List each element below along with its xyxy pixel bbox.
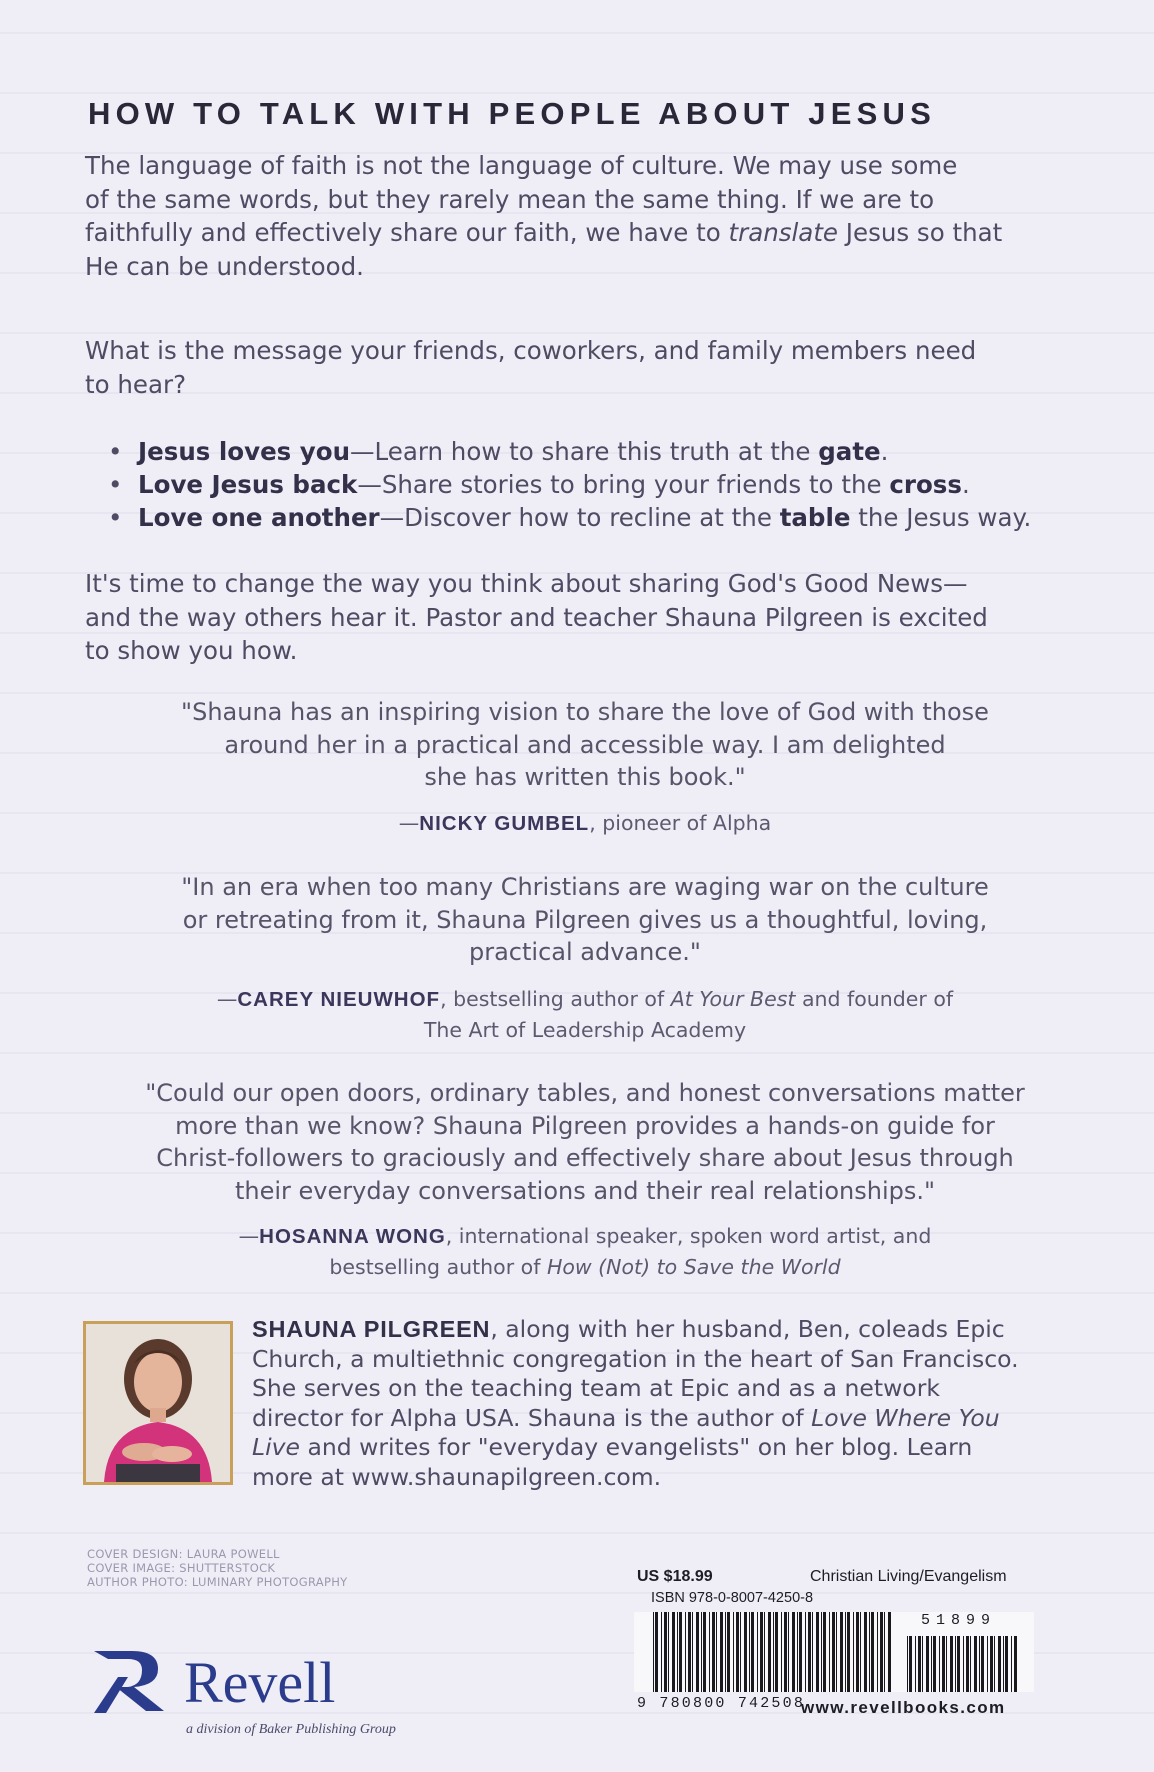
author-portrait-image: [86, 1324, 230, 1482]
barcode-bar: [661, 1612, 662, 1692]
barcode-bar: [712, 1612, 715, 1692]
barcode-bar: [672, 1612, 675, 1692]
endorsement-attribution: —CAREY NIEUWHOF, bestselling author of At Your Best and founder of The Art of Leadership Academy: [216, 987, 954, 1042]
barcode-bar: [860, 1612, 861, 1692]
bullet-item: • Love Jesus back—Share stories to bring your friends to the cross.: [108, 470, 970, 499]
barcode-bar: [990, 1636, 993, 1692]
barcode-bar: [915, 1636, 916, 1692]
barcode-bar: [963, 1636, 964, 1692]
barcode-bar: [946, 1636, 947, 1692]
barcode-bar: [836, 1612, 837, 1692]
endorsement-attribution: —HOSANNA WONG, international speaker, spoken word artist, and bestselling author of How (Not) to Save the World: [238, 1224, 932, 1279]
barcode-bar: [864, 1612, 867, 1692]
barcode-bar: [701, 1612, 702, 1692]
barcode-bar: [703, 1612, 706, 1692]
barcode-bar: [942, 1636, 945, 1692]
barcode-bar: [840, 1612, 843, 1692]
isbn-label: ISBN 978-0-8007-4250-8: [651, 1590, 814, 1606]
barcode-bar: [907, 1636, 908, 1692]
barcode-bar: [716, 1612, 717, 1692]
cover-credits: COVER DESIGN: LAURA POWELL COVER IMAGE: SHUTTERSTOCK AUTHOR PHOTO: LUMINARY PHOTOGRAPHY: [87, 1547, 348, 1589]
barcode-bar: [922, 1636, 923, 1692]
barcode-bar: [784, 1612, 787, 1692]
endorsement-attribution: —NICKY GUMBEL, pioneer of Alpha: [398, 811, 772, 835]
publisher-name: Revell: [184, 1650, 336, 1715]
barcode-bar: [981, 1636, 984, 1692]
barcode-bar: [655, 1612, 658, 1692]
intro-paragraph: The language of faith is not the language of culture. We may use some of the same words, but they rarely mean the same thing. If we are to faithfully and effectively share our faith, we have to translate Jesus so that He can be understood.: [85, 151, 1003, 281]
message-bullet-list: [108, 435, 1031, 534]
barcode-bar: [926, 1636, 929, 1692]
barcode-bar: [950, 1636, 953, 1692]
endorsement-quote: "Could our open doors, ordinary tables, and honest conversations matter more than we know? Shauna Pilgreen provides a hands-on guide for Christ-followers to graciously and effectively share about Jesus through their everyday conversations and their real relationships.": [145, 1079, 1025, 1205]
barcode-bar: [668, 1612, 669, 1692]
barcode-bar: [832, 1612, 835, 1692]
barcode-bar: [740, 1612, 741, 1692]
barcode-bar: [709, 1612, 710, 1692]
barcode-bar: [884, 1612, 885, 1692]
barcode-bar: [871, 1612, 874, 1692]
barcode-bar: [751, 1612, 754, 1692]
barcode-bar: [909, 1636, 912, 1692]
barcode-bar: [797, 1612, 798, 1692]
barcode-bar: [847, 1612, 850, 1692]
barcode-bar: [727, 1612, 730, 1692]
barcode-bar: [696, 1612, 699, 1692]
author-bio: SHAUNA PILGREEN, along with her husband, Ben, coleads Epic Church, a multiethnic congregation in the heart of San Francisco. She serves on the teaching team at Epic and as a network director for Alpha USA. Shauna is the author of Love Where You Live and writes for "everyday evangelists" on her blog. Learn more at www.shaunapilgreen.com.: [252, 1315, 1019, 1491]
price-addon-barcode: [907, 1636, 1027, 1694]
barcode-bar: [799, 1612, 802, 1692]
barcode-bar: [788, 1612, 789, 1692]
barcode-bar: [781, 1612, 782, 1692]
barcode-bar: [933, 1636, 936, 1692]
question-paragraph: What is the message your friends, coworkers, and family members need to hear?: [85, 336, 977, 399]
barcode-bar: [856, 1612, 859, 1692]
barcode-bar: [764, 1612, 765, 1692]
barcode-bar: [679, 1612, 682, 1692]
barcode-bar: [677, 1612, 678, 1692]
barcode-bar: [845, 1612, 846, 1692]
barcode-bar: [744, 1612, 747, 1692]
barcode-bar: [685, 1612, 686, 1692]
barcode-bar: [821, 1612, 822, 1692]
bullet-item: • Jesus loves you—Learn how to share this truth at the gate.: [108, 437, 889, 466]
publisher-logo: [88, 1643, 508, 1743]
barcode-bar: [760, 1612, 763, 1692]
endorsement-quote: "In an era when too many Christians are waging war on the culture or retreating from it, Shauna Pilgreen gives us a thoughtful, loving, practical advance.": [181, 873, 989, 966]
barcode-bar: [775, 1612, 778, 1692]
barcode-bar: [808, 1612, 811, 1692]
barcode-bar: [692, 1612, 693, 1692]
publisher-subtitle: a division of Baker Publishing Group: [186, 1722, 396, 1737]
barcode-bar: [1003, 1636, 1004, 1692]
barcode-bar: [1011, 1636, 1012, 1692]
barcode-bar: [792, 1612, 795, 1692]
barcode-bar: [970, 1636, 971, 1692]
barcode-bar: [1014, 1636, 1017, 1692]
barcode-digits: 9 780800 742508: [637, 1695, 806, 1712]
isbn-barcode: [653, 1612, 891, 1694]
barcode-bar: [987, 1636, 988, 1692]
barcode-bar: [979, 1636, 980, 1692]
barcode-bar: [888, 1612, 891, 1692]
barcode-bar: [749, 1612, 750, 1692]
barcode-bar: [688, 1612, 691, 1692]
barcode-bar: [931, 1636, 932, 1692]
endorsement-quote: "Shauna has an inspiring vision to share the love of God with those around her in a practical and accessible way. I am delighted she has written this book.": [181, 698, 989, 791]
barcode-bar: [939, 1636, 940, 1692]
barcode-bar: [918, 1636, 921, 1692]
barcode-bar: [757, 1612, 758, 1692]
barcode-bar: [773, 1612, 774, 1692]
barcode-bar: [768, 1612, 771, 1692]
barcode-bar: [998, 1636, 1001, 1692]
bullet-item: • Love one another—Discover how to recline at the table the Jesus way.: [108, 503, 1032, 532]
barcode-bar: [725, 1612, 726, 1692]
barcode-bar: [877, 1612, 878, 1692]
closing-paragraph: It's time to change the way you think about sharing God's Good News— and the way others hear it. Pastor and teacher Shauna Pilgreen is excited to show you how.: [85, 569, 988, 665]
barcode-bar: [805, 1612, 806, 1692]
barcode-bar: [974, 1636, 977, 1692]
barcode-bar: [736, 1612, 739, 1692]
barcode-bar: [955, 1636, 956, 1692]
barcode-bar: [664, 1612, 667, 1692]
barcode-bar: [853, 1612, 854, 1692]
barcode-bar: [966, 1636, 969, 1692]
barcode-bar: [869, 1612, 870, 1692]
author-photo: [83, 1321, 233, 1485]
barcode-addon-digits: 51899: [921, 1612, 997, 1629]
publisher-url: www.revellbooks.com: [801, 1698, 1006, 1717]
barcode-bar: [1005, 1636, 1008, 1692]
barcode-bar: [816, 1612, 819, 1692]
barcode-bar: [812, 1612, 813, 1692]
barcode-bar: [994, 1636, 995, 1692]
barcode-bar: [720, 1612, 723, 1692]
barcode-bar: [829, 1612, 830, 1692]
barcode-bar: [880, 1612, 883, 1692]
category-label: Christian Living/Evangelism: [810, 1568, 1007, 1585]
revell-r-mark-icon: [88, 1643, 176, 1715]
cover-heading: HOW TO TALK WITH PEOPLE ABOUT JESUS: [88, 96, 936, 131]
price-label: US $18.99: [637, 1568, 713, 1585]
barcode-bar: [957, 1636, 960, 1692]
barcode-bar: [733, 1612, 734, 1692]
barcode-bar: [653, 1612, 654, 1692]
barcode-bar: [823, 1612, 826, 1692]
